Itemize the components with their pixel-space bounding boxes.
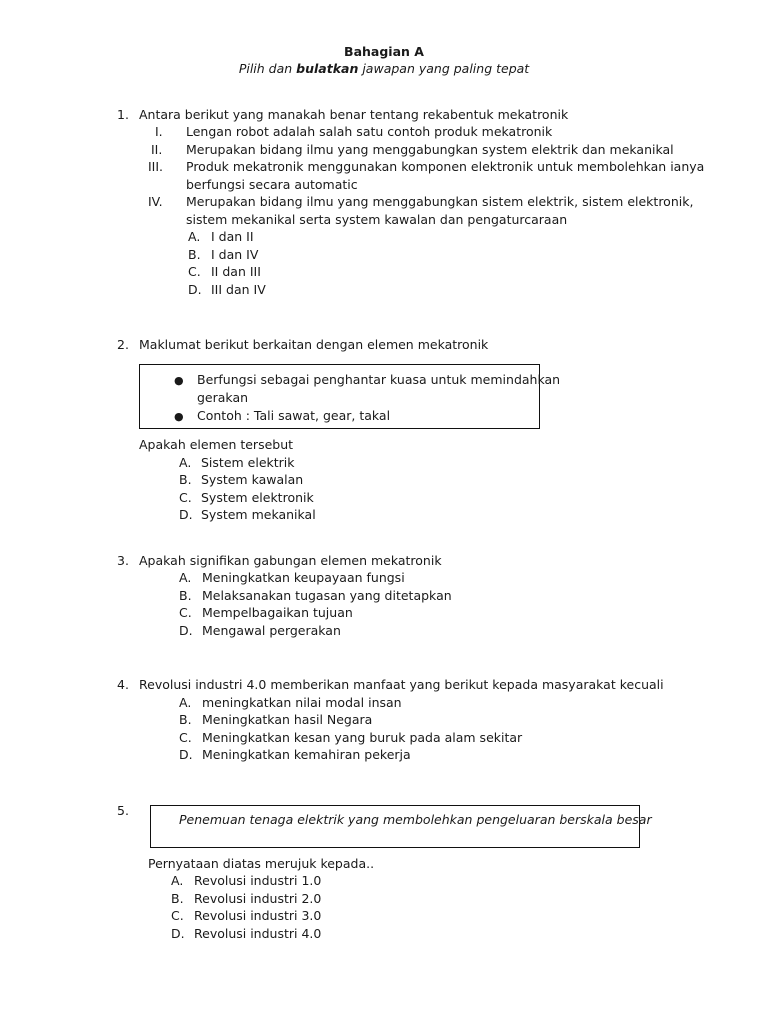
option-text[interactable]: Revolusi industri 3.0 [194,908,322,923]
option-text[interactable]: meningkatkan nilai modal insan [202,695,402,710]
statement-roman: I. [155,124,163,139]
statement-text: Produk mekatronik menggunakan komponen elektronik untuk membolehkan ianya [186,159,705,174]
question-number: 2. [117,337,129,352]
question-number: 5. [117,803,129,818]
option-text[interactable]: Meningkatkan keupayaan fungsi [202,570,405,585]
statement-text-cont: berfungsi secara automatic [186,177,358,192]
option-text[interactable]: I dan IV [211,247,259,262]
statement-text: Merupakan bidang ilmu yang menggabungkan sistem elektrik, sistem elektronik, [186,194,694,209]
statement-roman: II. [151,142,163,157]
statement-roman: III. [148,159,164,174]
statement-roman: IV. [148,194,163,209]
option-letter[interactable]: A. [179,695,192,710]
option-text[interactable]: Meningkatkan hasil Negara [202,712,373,727]
instruction-text: Pilih dan bulatkan jawapan yang paling tepat [238,61,530,76]
info-box-item: Berfungsi sebagai penghantar kuasa untuk memindahkan [197,372,561,387]
option-text[interactable]: III dan IV [211,282,266,297]
option-letter[interactable]: D. [188,282,202,297]
option-text[interactable]: Mempelbagaikan tujuan [202,605,353,620]
info-box-item-cont: gerakan [197,390,249,405]
option-letter[interactable]: B. [188,247,201,262]
statement-text-cont: sistem mekanikal serta system kawalan dan pengaturcaraan [186,212,568,227]
option-text[interactable]: Meningkatkan kesan yang buruk pada alam sekitar [202,730,523,745]
question-number: 3. [117,553,129,568]
option-letter[interactable]: B. [179,588,192,603]
statement-box-text: Penemuan tenaga elektrik yang membolehkan pengeluaran berskala besar [179,812,652,827]
option-text[interactable]: Meningkatkan kemahiran pekerja [202,747,411,762]
option-letter[interactable]: C. [179,605,192,620]
option-letter[interactable]: A. [188,229,201,244]
option-letter[interactable]: D. [171,926,185,941]
statement-text: Merupakan bidang ilmu yang menggabungkan system elektrik dan mekanikal [186,142,674,157]
option-letter[interactable]: A. [179,570,192,585]
option-letter[interactable]: B. [179,472,192,487]
option-letter[interactable]: C. [179,490,192,505]
option-text[interactable]: Revolusi industri 1.0 [194,873,322,888]
option-letter[interactable]: D. [179,747,193,762]
info-box-item: Contoh : Tali sawat, gear, takal [197,408,391,423]
question-number: 4. [117,677,129,692]
option-letter[interactable]: B. [179,712,192,727]
question-text: Apakah signifikan gabungan elemen mekatronik [139,553,442,568]
statement-text: Lengan robot adalah salah satu contoh produk mekatronik [186,124,553,139]
option-letter[interactable]: C. [179,730,192,745]
option-letter[interactable]: A. [171,873,184,888]
question-text: Antara berikut yang manakah benar tentang rekabentuk mekatronik [139,107,569,122]
question-text: Maklumat berikut berkaitan dengan elemen mekatronik [139,337,489,352]
section-title: Bahagian A [344,44,424,59]
option-text[interactable]: Revolusi industri 2.0 [194,891,322,906]
option-letter[interactable]: B. [171,891,184,906]
question-prompt: Pernyataan diatas merujuk kepada.. [148,856,375,871]
option-text[interactable]: System kawalan [201,472,304,487]
question-text: Revolusi industri 4.0 memberikan manfaat yang berikut kepada masyarakat kecuali [139,677,664,692]
option-text[interactable]: I dan II [211,229,254,244]
option-letter[interactable]: A. [179,455,192,470]
question-prompt: Apakah elemen tersebut [139,437,294,452]
option-letter[interactable]: D. [179,507,193,522]
bullet-icon: ● [174,410,184,423]
option-text[interactable]: Sistem elektrik [201,455,295,470]
option-text[interactable]: Revolusi industri 4.0 [194,926,322,941]
option-letter[interactable]: C. [171,908,184,923]
option-text[interactable]: System mekanikal [201,507,316,522]
option-letter[interactable]: D. [179,623,193,638]
question-number: 1. [117,107,129,122]
option-letter[interactable]: C. [188,264,201,279]
option-text[interactable]: System elektronik [201,490,314,505]
option-text[interactable]: Melaksanakan tugasan yang ditetapkan [202,588,452,603]
instruction-emphasis: bulatkan [296,61,359,76]
option-text[interactable]: II dan III [211,264,261,279]
option-text[interactable]: Mengawal pergerakan [202,623,341,638]
bullet-icon: ● [174,374,184,387]
